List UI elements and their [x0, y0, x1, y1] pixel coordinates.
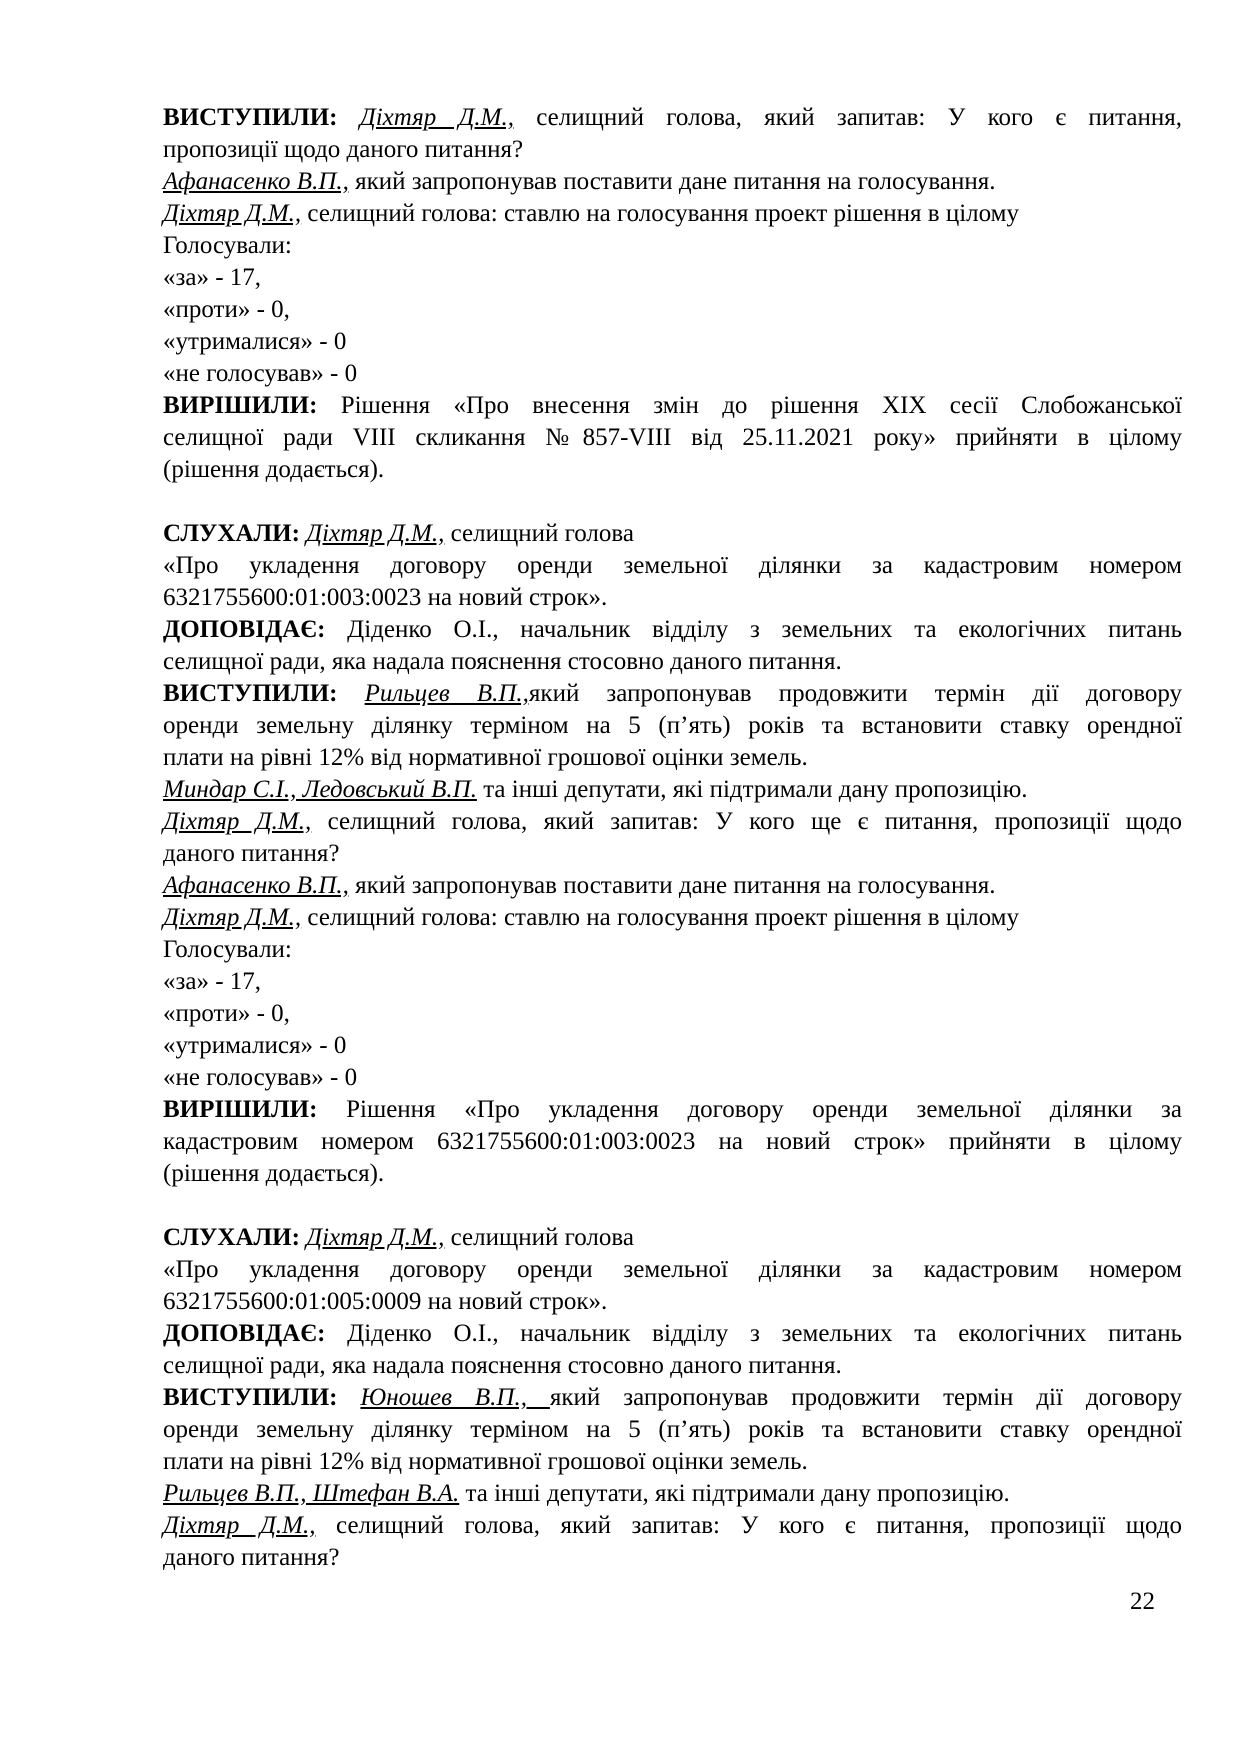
text-run: Голосували:	[163, 232, 292, 259]
text-line	[163, 454, 1182, 486]
text-line	[163, 518, 1182, 550]
speaker-name: Афанасенко В.П.,	[163, 872, 349, 899]
text-run: «утрималися» - 0	[163, 1032, 347, 1059]
text-run: «не голосував» - 0	[163, 360, 358, 387]
text-run: селищний голова, який запитав: У кого є питання,	[514, 104, 1183, 131]
text-line	[163, 1350, 1182, 1382]
text-run: (рішення додається).	[163, 1160, 385, 1187]
text-line	[163, 774, 1182, 806]
text-run: «проти» - 0,	[163, 296, 290, 323]
page-number: 22	[1130, 1588, 1155, 1615]
text-run: «не голосував» - 0	[163, 1064, 358, 1091]
text-run: кадастровим номером 6321755600:01:003:0023 на новий строк» прийняти в цілому	[163, 1128, 1182, 1155]
text-line	[163, 1062, 1182, 1094]
speaker-name: Рильцев В.П., Штефан В.А.	[163, 1480, 460, 1507]
text-line	[163, 806, 1182, 838]
text-run: «проти» - 0,	[163, 1000, 290, 1027]
section-label: ВИСТУПИЛИ:	[163, 680, 338, 707]
text-run: 6321755600:01:003:0023 на новий строк».	[163, 584, 608, 611]
text-run: плати на рівні 12% від нормативної грошової оцінки земель.	[163, 1448, 808, 1475]
section-label: СЛУХАЛИ:	[163, 520, 300, 547]
text-line	[163, 198, 1182, 230]
text-run: селищної ради VIII скликання №857-VIII від 25.11.2021 року» прийняти в цілому	[163, 424, 1182, 451]
speaker-name: Юношев В.П.,	[360, 1384, 550, 1411]
text-line	[163, 1414, 1182, 1446]
agenda-section	[163, 518, 1182, 1190]
text-run: та інші депутати, які підтримали дану пропозицію.	[459, 1480, 1010, 1507]
text-run	[338, 104, 360, 131]
text-run: оренди земельну ділянку терміном на 5 (п’ять) років та встановити ставку орендної	[163, 1416, 1182, 1443]
text-line	[163, 870, 1182, 902]
document-page	[163, 102, 1182, 1574]
text-run: який запропонував продовжити термін дії договору	[528, 680, 1182, 707]
section-label: ДОПОВІДАЄ:	[163, 616, 326, 643]
text-line	[163, 262, 1182, 294]
speaker-name: Діхтяр Д.М.,	[163, 1512, 316, 1539]
text-line	[163, 1158, 1182, 1190]
text-line	[163, 934, 1182, 966]
text-line	[163, 678, 1182, 710]
agenda-section	[163, 1222, 1182, 1574]
text-line	[163, 1094, 1182, 1126]
speaker-name: Діхтяр Д.М.,	[359, 104, 514, 131]
text-run: «Про укладення договору оренди земельної ділянки за кадастровим номером	[163, 552, 1182, 579]
section-label: ВИСТУПИЛИ:	[163, 1384, 338, 1411]
text-line	[163, 230, 1182, 262]
speaker-name: Діхтяр Д.М.,	[306, 520, 445, 547]
speaker-name: Миндар С.І., Ледовський В.П.	[163, 776, 477, 803]
text-line	[163, 966, 1182, 998]
speaker-name: Рильцев В.П.,	[364, 680, 529, 707]
speaker-name: Діхтяр Д.М.,	[163, 904, 302, 931]
text-run: (рішення додається).	[163, 456, 385, 483]
speaker-name: Афанасенко В.П.,	[163, 168, 349, 195]
text-line	[163, 1318, 1182, 1350]
section-label: СЛУХАЛИ:	[163, 1224, 300, 1251]
text-line	[163, 998, 1182, 1030]
text-run: селищний голова	[444, 1224, 634, 1251]
text-line	[163, 582, 1182, 614]
text-run: «утрималися» - 0	[163, 328, 347, 355]
text-run: «за» - 17,	[163, 968, 262, 995]
text-run: селищної ради, яка надала пояснення стосовно даного питання.	[163, 648, 842, 675]
text-run: Діденко О.І., начальник відділу з земельних та екологічних питань	[325, 616, 1182, 643]
text-line	[163, 1286, 1182, 1318]
text-run: селищної ради, яка надала пояснення стосовно даного питання.	[163, 1352, 842, 1379]
text-run: даного питання?	[163, 1544, 340, 1571]
text-run: який запропонував продовжити термін дії договору	[549, 1384, 1183, 1411]
text-line	[163, 742, 1182, 774]
text-run: Голосували:	[163, 936, 292, 963]
text-line	[163, 134, 1182, 166]
text-run: Діденко О.І., начальник відділу з земельних та екологічних питань	[325, 1320, 1182, 1347]
text-run: селищний голова: ставлю на голосування проект рішення в цілому	[301, 904, 1019, 931]
text-run: селищний голова, який запитав: У кого ще є питання, пропозиції щодо	[311, 808, 1182, 835]
text-line	[163, 1222, 1182, 1254]
text-line	[163, 326, 1182, 358]
text-run: пропозиції щодо даного питання?	[163, 136, 524, 163]
text-run: даного питання?	[163, 840, 340, 867]
text-line	[163, 646, 1182, 678]
text-line	[163, 1126, 1182, 1158]
text-line	[163, 614, 1182, 646]
text-run: який запропонував поставити дане питання на голосування.	[348, 168, 996, 195]
text-run: який запропонував поставити дане питання на голосування.	[348, 872, 996, 899]
text-line	[163, 902, 1182, 934]
text-line	[163, 550, 1182, 582]
text-line	[163, 1446, 1182, 1478]
text-line	[163, 838, 1182, 870]
text-run: селищний голова: ставлю на голосування проект рішення в цілому	[301, 200, 1019, 227]
text-line	[163, 1510, 1182, 1542]
text-line	[163, 166, 1182, 198]
text-line	[163, 1254, 1182, 1286]
text-run: Рішення «Про внесення змін до рішення ХІХ сесії Слобожанської	[317, 392, 1182, 419]
text-line	[163, 1542, 1182, 1574]
speaker-name: Діхтяр Д.М.,	[163, 200, 302, 227]
text-line	[163, 102, 1182, 134]
text-run	[338, 680, 365, 707]
text-run: Рішення «Про укладення договору оренди земельної ділянки за	[317, 1096, 1182, 1123]
text-run: «Про укладення договору оренди земельної ділянки за кадастровим номером	[163, 1256, 1182, 1283]
text-run: оренди земельну ділянку терміном на 5 (п’ять) років та встановити ставку орендної	[163, 712, 1182, 739]
agenda-section	[163, 102, 1182, 486]
text-line	[163, 1382, 1182, 1414]
text-run: селищний голова	[444, 520, 634, 547]
text-line	[163, 390, 1182, 422]
text-line	[163, 1478, 1182, 1510]
text-run: «за» - 17,	[163, 264, 262, 291]
text-line	[163, 422, 1182, 454]
text-run: та інші депутати, які підтримали дану пропозицію.	[476, 776, 1028, 803]
text-line	[163, 294, 1182, 326]
section-gap	[163, 486, 1182, 518]
speaker-name: Діхтяр Д.М.,	[163, 808, 312, 835]
section-gap	[163, 1190, 1182, 1222]
text-line	[163, 358, 1182, 390]
text-line	[163, 710, 1182, 742]
text-run: плати на рівні 12% від нормативної грошової оцінки земель.	[163, 744, 808, 771]
speaker-name: Діхтяр Д.М.,	[306, 1224, 445, 1251]
section-label: ВИСТУПИЛИ:	[163, 104, 338, 131]
text-run: селищний голова, який запитав: У кого є питання, пропозиції щодо	[315, 1512, 1182, 1539]
section-label: ВИРІШИЛИ:	[163, 392, 318, 419]
section-label: ДОПОВІДАЄ:	[163, 1320, 326, 1347]
section-label: ВИРІШИЛИ:	[163, 1096, 318, 1123]
text-line	[163, 1030, 1182, 1062]
text-run: 6321755600:01:005:0009 на новий строк».	[163, 1288, 608, 1315]
text-run	[338, 1384, 361, 1411]
